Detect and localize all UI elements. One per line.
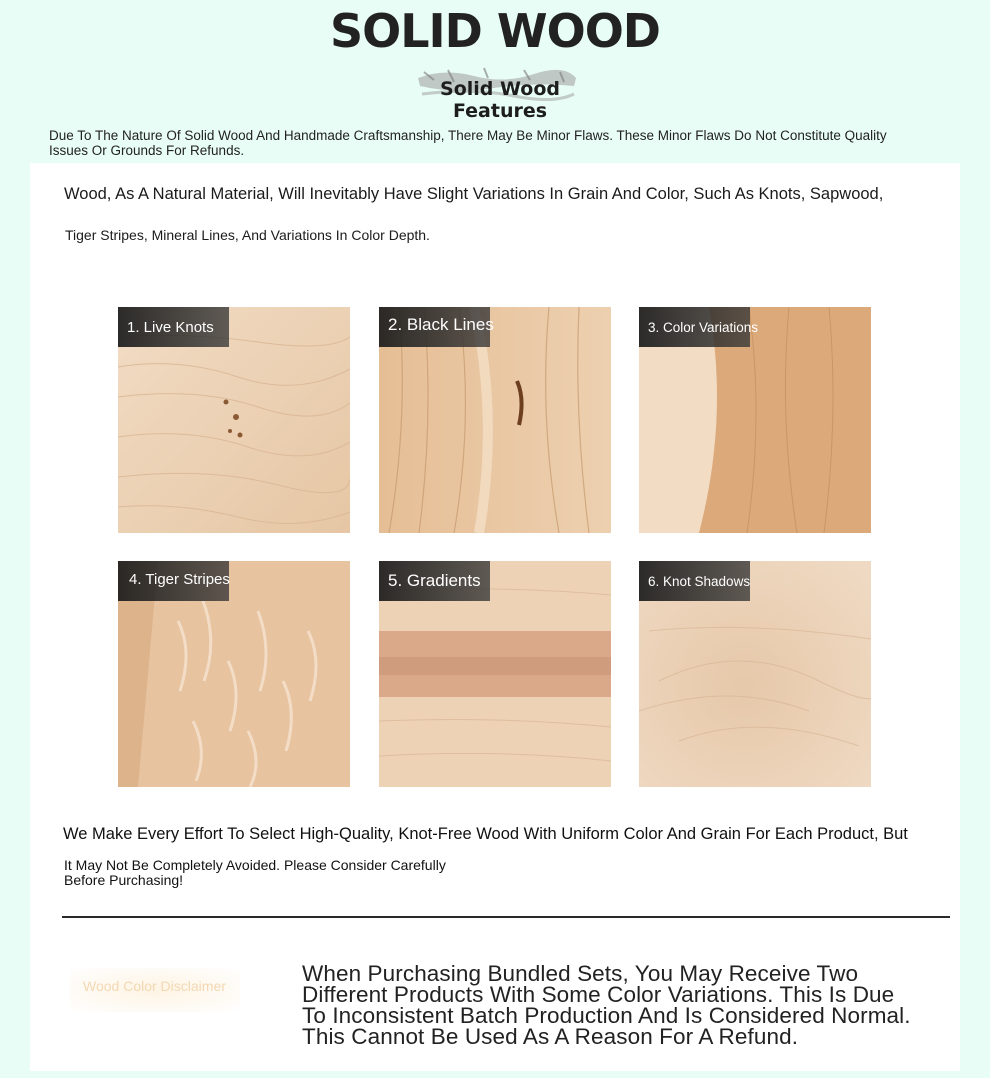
intro-line-2: Tiger Stripes, Mineral Lines, And Variations In Color Depth. [65,227,430,243]
sample-label-tag [118,561,229,601]
intro-line-1: Wood, As A Natural Material, Will Inevitably Have Slight Variations In Grain And Color, Such As Knots, Sapwood, [64,185,884,203]
sample-label: 1. Live Knots [127,318,214,336]
flaw-disclaimer: Due To The Nature Of Solid Wood And Handmade Craftsmanship, There May Be Minor Flaws. These Minor Flaws Do Not Constitute Quality Issues Or Grounds For Refunds. [49,128,887,158]
sample-label-tag [639,561,750,601]
bundle-note: When Purchasing Bundled Sets, You May Receive Two Different Products With Some Color Variations. This Is Due To Inconsistent Batch Production And Is Considered Normal. This Cannot Be Used As A Reason For A Refund. [302,961,911,1049]
sample-label: 4. Tiger Stripes [129,571,230,588]
sample-label-tag [379,307,494,347]
quality-note-line-1: We Make Every Effort To Select High-Quality, Knot-Free Wood With Uniform Color And Grain For Each Product, But [63,825,908,843]
quality-note-line-2: It May Not Be Completely Avoided. Please Consider Carefully Before Purchasing! [64,857,446,888]
section-divider [62,916,950,918]
sample-label: 2. Black Lines [388,315,494,334]
sample-label-tag [379,561,490,601]
page-subtitle: Solid Wood Features [440,78,560,122]
sample-label-tag [118,307,229,347]
page-title: SOLID WOOD [330,4,660,58]
sample-label: 3. Color Variations [648,319,759,335]
stamp-text: Wood Color Disclaimer [83,978,226,994]
sample-label-tag [639,307,759,347]
subtitle-block [400,62,600,122]
sample-gradients [379,561,611,787]
color-disclaimer-stamp [70,968,240,1012]
sample-label: 6. Knot Shadows [648,573,751,589]
sample-tiger-stripes [118,561,350,787]
sample-black-lines [379,307,611,533]
sample-knot-shadows [639,561,871,787]
sample-color-variations [639,307,871,533]
sample-live-knots [118,307,350,533]
content-card [30,163,960,1071]
sample-label: 5. Gradients [388,571,481,590]
